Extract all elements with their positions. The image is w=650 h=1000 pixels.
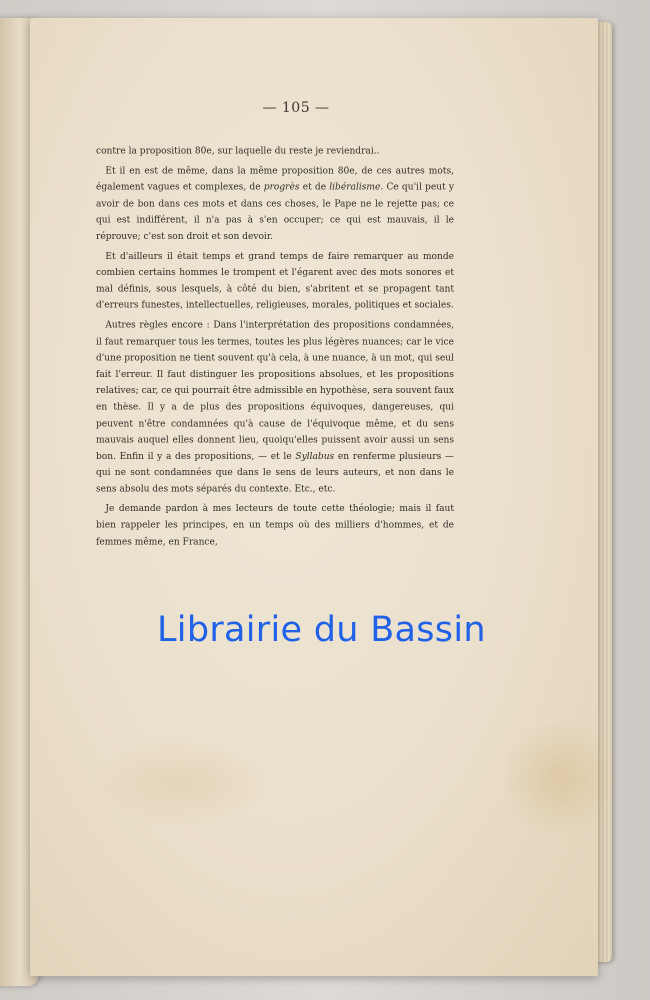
text-run: . Ce qu'il peut y avoir de bon dans ces mots et dans ces choses, le Pape ne le rejette pas; ce qui est indifférent, il n'a pas à s'en occuper; ce qui est mauvais, il le réprouve; c'est son droit et son devoir. bbox=[96, 181, 455, 242]
foxing-stain bbox=[90, 738, 270, 828]
paragraph bbox=[96, 143, 454, 159]
italic-run: Syllabus bbox=[295, 450, 335, 462]
paragraph bbox=[96, 317, 454, 497]
paragraph bbox=[96, 248, 454, 314]
paragraph bbox=[96, 163, 454, 245]
text-run: Et d'ailleurs il était temps et grand temps de faire remarquer au monde combien certains hommes le trompent et l'égarent avec des mots sonores et mal définis, sous lesquels, à côté du bien, s'abritent et se propagent tant d'erreurs funestes, intellectuelles, religieuses, morales, politiques et sociales. bbox=[96, 250, 454, 311]
text-run: en renferme plusieurs — qui ne sont condamnées que dans le sens de leurs auteurs, et non dans le sens absolu des mots séparés du contexte. Etc., etc. bbox=[96, 450, 455, 495]
text-run: et de bbox=[299, 181, 330, 193]
text-run: Je demande pardon à mes lecteurs de toute cette théologie; mais il faut bien rappeler les principes, en un temps où des milliers d'hommes, et de femmes même, en France, bbox=[96, 503, 454, 547]
text-run: contre la proposition 80e, sur laquelle du reste je reviendrai.. bbox=[96, 145, 380, 157]
page-number: — 105 — bbox=[262, 100, 330, 116]
watermark-text: Librairie du Bassin bbox=[157, 610, 486, 650]
italic-run: libéralisme bbox=[329, 181, 381, 193]
page-body-text bbox=[96, 143, 454, 553]
foxing-stain bbox=[500, 718, 620, 838]
text-run: Et il en est de même, dans la même proposition 80e, de ces autres mots, également vagues et complexes, de bbox=[96, 165, 454, 193]
paragraph bbox=[96, 501, 454, 550]
text-run: Autres règles encore : Dans l'interprétation des propositions condamnées, il faut remarquer tous les termes, toutes les plus légères nuances; car le vice d'une proposition ne tient souvent qu'à cela, à une nuance, à un mot, qui seul fait l'erreur. Il faut distinguer les propositions absolues, et les propositions relatives; car, ce qui pourrait être admissible en hypothèse, sera souvent faux en thèse. Il y a de plus des propositions équivoques, dangereuses, qui peuvent n'être condamnées qu'à cause de l'équivoque même, et du sens mauvais auquel elles donnent lieu, quoiqu'elles puissent avoir aussi un sens bon. Enfin il y a des propositions, — et le bbox=[96, 319, 454, 462]
italic-run: progrès bbox=[263, 181, 300, 193]
